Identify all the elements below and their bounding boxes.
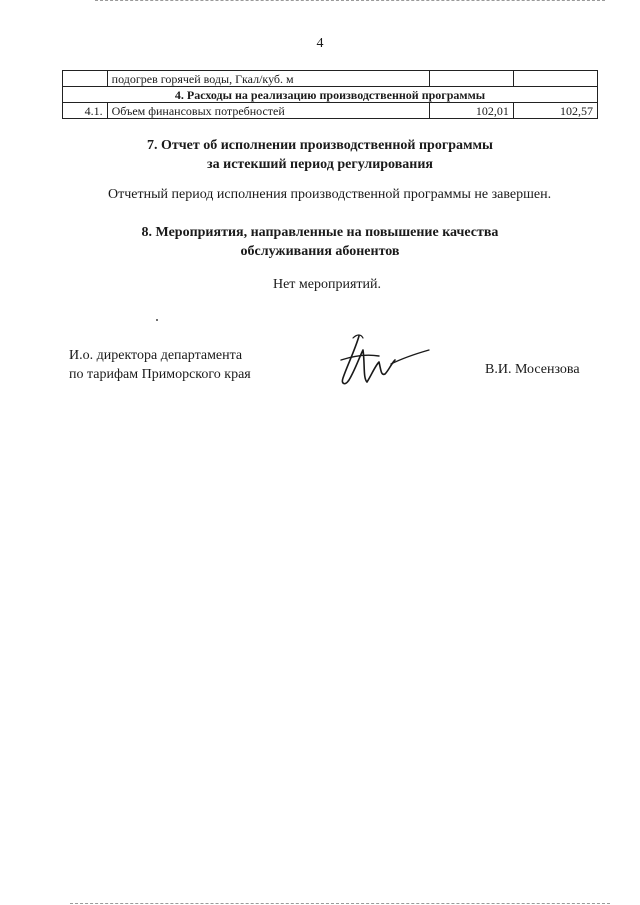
table-row: [63, 71, 598, 87]
section-7-title-line-2: за истекший период регулирования: [207, 157, 433, 172]
page-number: 4: [316, 36, 324, 51]
section-7-title-line-1: 7. Отчет об исполнении производственной программы: [146, 138, 493, 153]
row-name-cell: Объем финансовых потребностей: [107, 103, 429, 119]
handwritten-signature: [333, 330, 433, 392]
section-7-heading: [0, 136, 640, 174]
row-number-cell: 4.1.: [63, 103, 108, 119]
section-title-cell: 4. Расходы на реализацию производственной программы: [63, 87, 598, 103]
signatory-position-line-2: по тарифам Приморского края: [69, 367, 251, 382]
row-value-1-cell: 102,01: [429, 103, 513, 119]
signatory-position-line-1: И.о. директора департамента: [69, 348, 243, 363]
table-section-row: [63, 87, 598, 103]
row-name-cell: подогрев горячей воды, Гкал/куб. м: [107, 71, 429, 87]
row-value-2-cell: 102,57: [513, 103, 597, 119]
program-table: [62, 70, 598, 119]
table-row: [63, 103, 598, 119]
section-8-title-line-1: 8. Мероприятия, направленные на повышение качества: [141, 225, 499, 240]
signatory-position: [69, 346, 251, 384]
section-8-text: Нет мероприятий.: [272, 277, 382, 292]
stray-dot: [156, 319, 158, 321]
signatory-name: В.И. Мосензова: [485, 362, 580, 377]
section-8-title-line-2: обслуживания абонентов: [240, 244, 400, 259]
scan-edge-bottom: [70, 901, 610, 904]
section-7-text: Отчетный период исполнения производственной программы не завершен.: [108, 187, 552, 202]
row-value-1-cell: [429, 71, 513, 87]
row-value-2-cell: [513, 71, 597, 87]
section-8-heading: [0, 223, 640, 261]
scan-edge-top: [95, 0, 605, 3]
row-number-cell: [63, 71, 108, 87]
